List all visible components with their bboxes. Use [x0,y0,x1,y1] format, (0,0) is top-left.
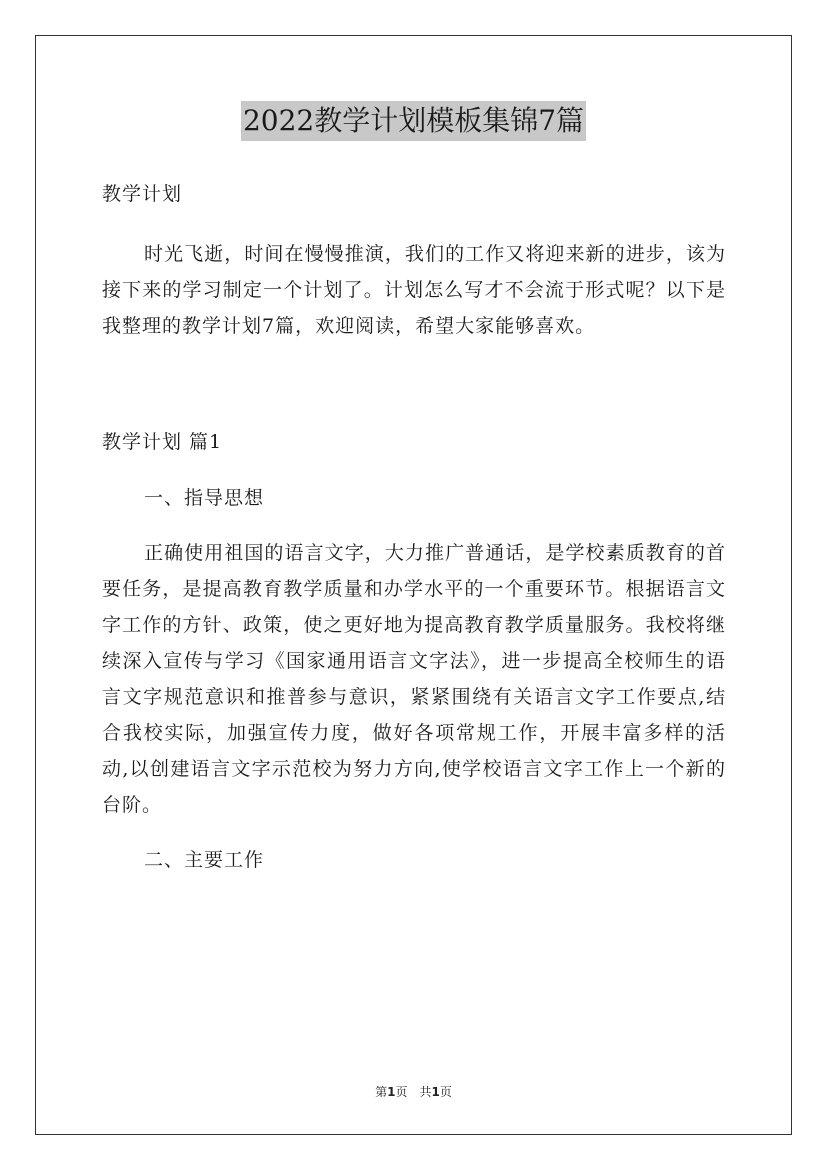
total-prefix: 共 [419,1085,432,1099]
page-prefix: 第 [375,1085,388,1099]
subheading-main-work: 二、主要工作 [144,849,265,871]
document-title: 2022教学计划模板集锦7篇 [241,101,586,141]
part-heading: 教学计划 篇1 [102,431,223,453]
page-suffix: 页 [395,1085,408,1099]
total-suffix: 页 [439,1085,452,1099]
intro-paragraph: 时光飞逝，时间在慢慢推演，我们的工作又将迎来新的进步，该为接下来的学习制定一个计划了。计划怎么写才不会流于形式呢？以下是我整理的教学计划7篇，欢迎阅读，希望大家能够喜欢。 [102,243,726,337]
total-pages: 1 [431,1085,440,1099]
body-paragraph: 正确使用祖国的语言文字，大力推广普通话，是学校素质教育的首要任务，是提高教育教学质量和办学水平的一个重要环节。根据语言文字工作的方针、政策，使之更好地为提高教育教学质量服务。我校将继续深入宣传与学习《国家通用语言文字法》，进一步提高全校师生的语言文字规范意识和推普参与意识，紧紧围绕有关语言文字工作要点,结合我校实际，加强宣传力度，做好各项常规工作，开展丰富多样的活动,以创建语言文字示范校为努力方向,使学校语言文字工作上一个新的台阶。 [102,542,726,816]
page-footer [0,1083,827,1100]
document-body [102,176,726,878]
section-label: 教学计划 [102,183,183,205]
page-current: 1 [387,1085,396,1099]
subheading-guiding-ideology: 一、指导思想 [144,487,265,509]
title-container [0,101,827,141]
